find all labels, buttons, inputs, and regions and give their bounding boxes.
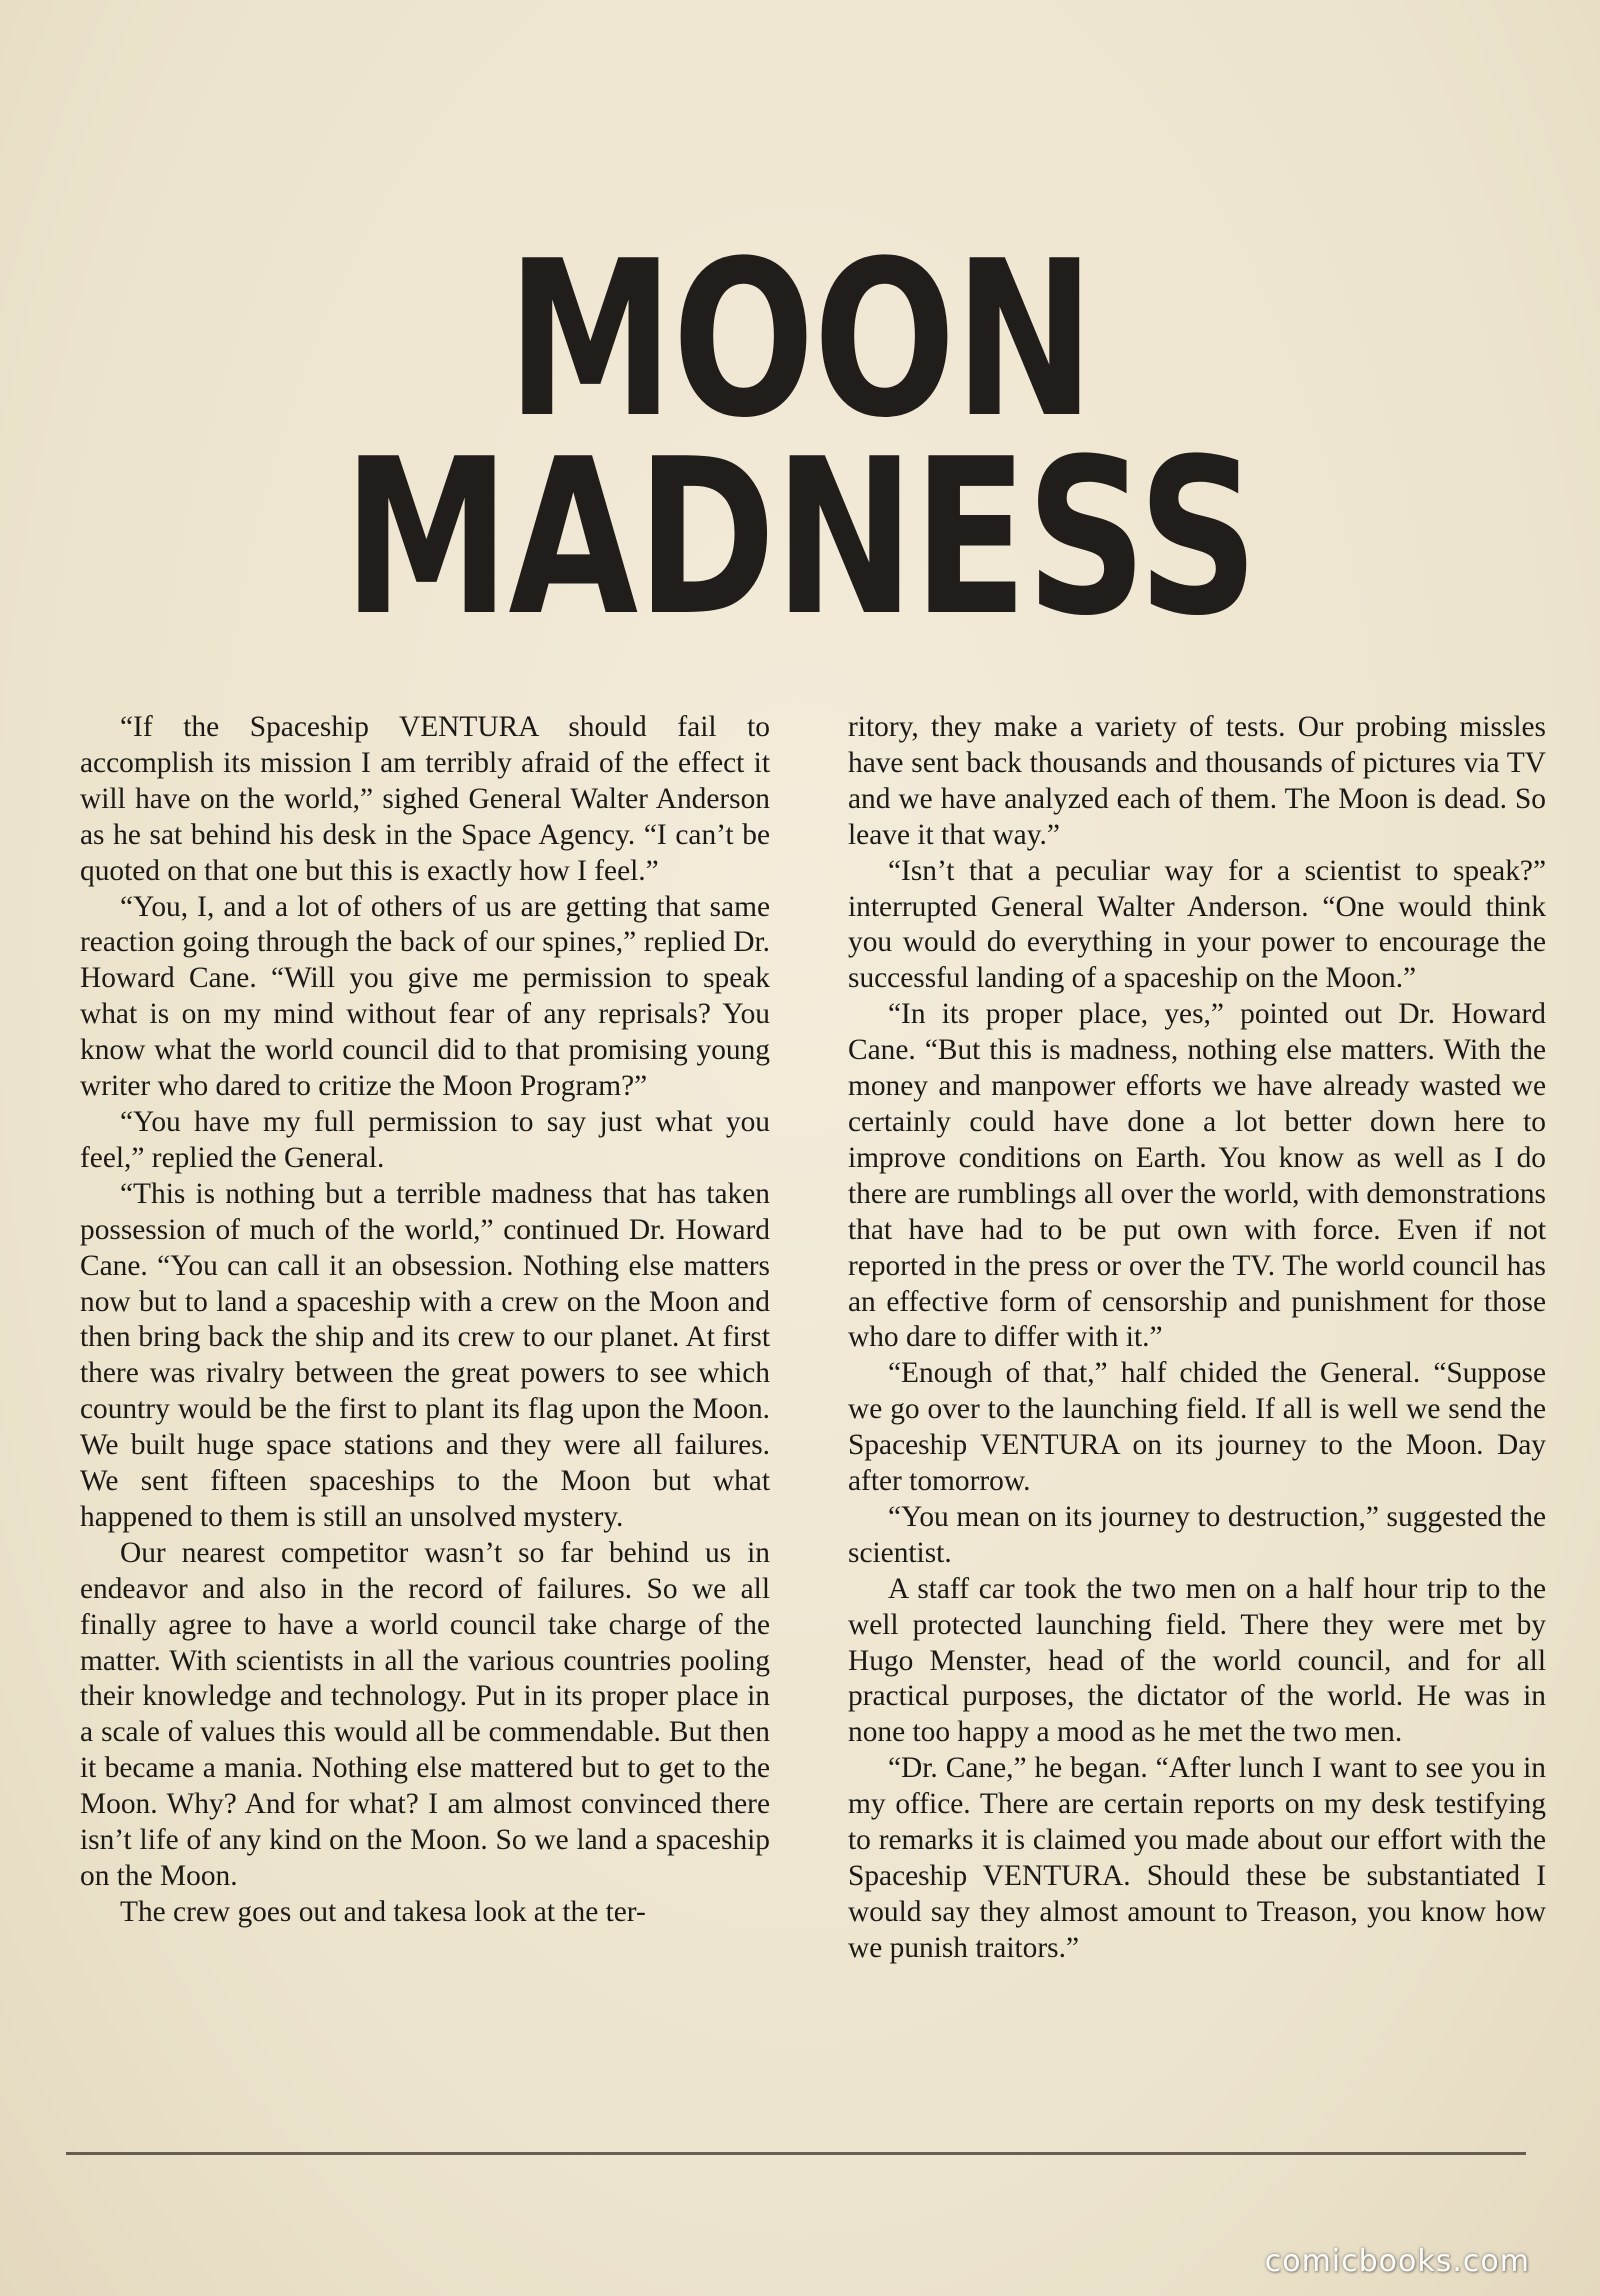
paragraph: “You, I, and a lot of others of us are getting that same reaction going through the back of our spines,” replied Dr. Howard Cane. “Will you give me permission to speak what is on my mind without fear of any reprisals? You know what the world council did to that promising young writer who dared to critize the Moon Program?”: [80, 890, 770, 1103]
left-column: [80, 710, 770, 1931]
paragraph: A staff car took the two men on a half hour trip to the well protected launching field. There they were met by Hugo Menster, head of the world council, and for all practical purposes, the dictator of the world. He was in none too happy a mood as he met the two men.: [848, 1572, 1546, 1749]
paragraph: “You have my full permission to say just what you feel,” replied the General.: [80, 1105, 770, 1174]
paragraph: “Enough of that,” half chided the General. “Suppose we go over to the launching field. If all is well we send the Spaceship VENTURA on its journey to the Moon. Day after tomorrow.: [848, 1357, 1546, 1498]
title-moon: MOON: [506, 214, 1094, 465]
paragraph: “Dr. Cane,” he began. “After lunch I want to see you in my office. There are certain reports on my desk testifying to remarks it is claimed you made about our effort with the Spaceship VENTURA. Should these be substantiated I would say they almost amount to Treason, you know how we punish traitors.”: [848, 1752, 1546, 1964]
paragraph: “This is nothing but a terrible madness that has taken possession of much of the world,” continued Dr. Howard Cane. “You can call it an obsession. Nothing else matters now but to land a spaceship with a crew on the Moon and then bring back the ship and its crew to our planet. At first there was rivalry between the great powers to see which country would be the first to plant its flag upon the Moon. We built huge space stations and they were all failures. We sent fifteen spaceships to the Moon but what happened to them is still an unsolved mystery.: [80, 1177, 770, 1533]
paragraph-continued: ritory, they make a variety of tests. Our probing missles have sent back thousands and thousands of pictures via TV and we have analyzed each of them. The Moon is dead. So leave it that way.”: [848, 711, 1546, 851]
paragraph: “In its proper place, yes,” pointed out Dr. Howard Cane. “But this is madness, nothing else matters. With the money and manpower efforts we have already wasted we certainly could have done a lot better down here to improve conditions on Earth. You know as well as I do there are rumblings all over the world, with demonstrations that have had to be put own with force. Even if not reported in the press or over the TV. The world council has an effective form of censorship and punishment for those who dare to differ with it.”: [848, 998, 1546, 1354]
right-column: [848, 710, 1546, 1967]
paragraph: “You mean on its journey to destruction,” suggested the scientist.: [848, 1500, 1546, 1569]
watermark: comicbooks.com: [1264, 2244, 1530, 2279]
title-madness: MADNESS: [343, 412, 1257, 663]
paragraph: The crew goes out and takesa look at the ter-: [120, 1895, 646, 1928]
paragraph: Our nearest competitor wasn’t so far behind us in endeavor and also in the record of failures. So we all finally agree to have a world council take charge of the matter. With scientists in all the various countries pooling their knowledge and technology. Put in its proper place in a scale of values this would all be commendable. But then it became a mania. Nothing else mattered but to get to the Moon. Why? And for what? I am almost convinced there isn’t life of any kind on the Moon. So we land a spaceship on the Moon.: [80, 1536, 770, 1892]
bottom-rule: [66, 2152, 1526, 2155]
paragraph: “Isn’t that a peculiar way for a scientist to speak?” interrupted General Walter Anderson. “One would think you would do everything in your power to encourage the successful landing of a spaceship on the Moon.”: [848, 854, 1546, 995]
paragraph: “If the Spaceship VENTURA should fail to accomplish its mission I am terribly afraid of the effect it will have on the world,” sighed General Walter Anderson as he sat behind his desk in the Space Agency. “I can’t be quoted on that one but this is exactly how I feel.”: [80, 711, 770, 887]
